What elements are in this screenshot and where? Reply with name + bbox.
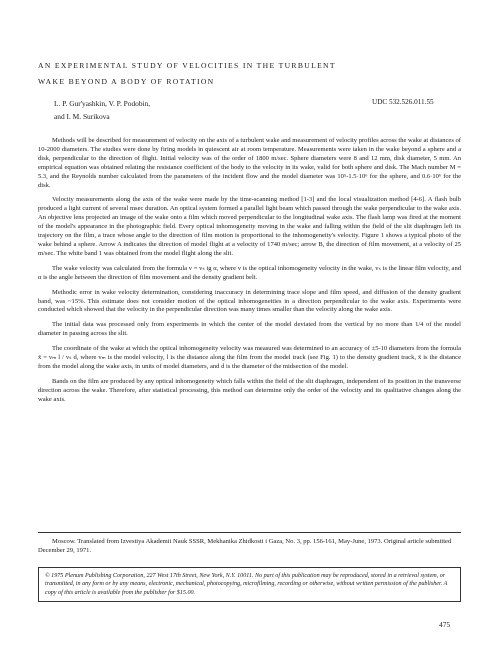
copyright-notice: © 1975 Plenum Publishing Corporation, 227 West 17th Street, New York, N.Y. 10011. No part of this publication may be reproduced, stored in a retrieval system, or transmitted, in any form or by any means, electronic, mechanical, photocopying, microfilming, recording or otherwise, without written permission of the publisher. A copy of this article is available from the publisher for $15.00. (38, 567, 461, 602)
paragraph: Bands on the film are produced by any optical inhomogeneity which falls within the field of the slit diaphragm, independent of its position in the transverse direction across the wake. Therefore, after statistical processing, this method can determine only the order of the velocity and its qualitative changes along the wake axis. (38, 377, 461, 403)
article-title (38, 58, 458, 90)
paragraph: Methods will be described for measurement of velocity on the axis of a turbulent wake and measurement of velocity profiles across the wake at distances of 10-2000 diameters. The studies were done by firing models in quiescent air at room temperature. Measurements were taken in the wake beyond a sphere and a disk, perpendicular to the direction of flight. Initial velocity was of the order of 1800 m/sec. Sphere diameters were 8 and 12 mm, disk diameter, 5 mm. An empirical equation was obtained relating the resistance coefficient of the body to the velocity in its wake, valid for both sphere and disk. The Mach number M = 5.3, and the Reynolds number calculated from the parameters of the incident flow and the model diameter was 10⁵-1.5·10⁶ for the sphere, and 0.6·10⁶ for the disk. (38, 137, 461, 189)
title-line-1: AN EXPERIMENTAL STUDY OF VELOCITIES IN THE TURBULENT (38, 61, 336, 70)
udc-code: UDC 532.526.011.55 (372, 98, 434, 106)
footnote-text: Moscow. Translated from Izvestiya Akademii Nauk SSSR, Mekhanika Zhidkosti i Gaza, No. 3, pp. 156-161, May-June, 1973. Original article submitted December 29, 1971. (38, 538, 452, 554)
authors-line-1: L. P. Gur'yashkin, V. P. Podobin, (54, 99, 151, 108)
footnote-divider (38, 532, 461, 533)
paragraph: Velocity measurements along the axis of the wake were made by the time-scanning method [1-3] and the local visualization method [4-6]. A flash bulb produced a light current of several msec duration. An optical system formed a parallel light beam which passed through the wake perpendicular to the wake axis. An objective lens projected an image of the wake onto a film which moved perpendicular to the longitudinal wake axis. The flash lamp was fired at the moment of the model's appearance in the photographic field. Every optical inhomogeneity moving in the wake and falling within the field of the slit diaphragm left its trajectory on the film, a trace whose angle to the direction of film motion is proportional to the inhomogeneity's velocity. Figure 1 shows a typical photo of the wake behind a sphere. Arrow A indicates the direction of model flight at a velocity of 1740 m/sec; arrow B, the direction of film movement, at a velocity of 25 m/sec. The white band 1 was obtained from the model flight along the slit. (38, 196, 461, 257)
paragraph: Methodic error in wake velocity determination, considering inaccuracy in determining trace slope and film speed, and diffusion of the density gradient band, was ~15%. This estimate does not consider motion of the optical inhomogeneities in a direction perpendicular to the wake axis. Experiments were conducted which showed that the velocity in the perpendicular direction was many times smaller than the velocity along the wake axis. (38, 288, 461, 314)
page-number: 475 (439, 620, 451, 629)
translation-footnote (38, 538, 461, 555)
author-list (54, 98, 150, 123)
paragraph: The wake velocity was calculated from the formula v = vₛ tg α, where v is the optical inhomogeneity velocity in the wake, vₛ is the linear film velocity, and α is the angle between the direction of film movement and the density gradient belt. (38, 264, 461, 281)
title-line-2: WAKE BEYOND A BODY OF ROTATION (38, 77, 215, 86)
paragraph: The initial data was processed only from experiments in which the center of the model deviated from the vertical by no more than 1/4 of the model diameter in passing across the slit. (38, 321, 461, 338)
authors-line-2: and I. M. Surikova (54, 111, 110, 121)
paragraph: The coordinate of the wake at which the optical inhomogeneity velocity was measured was determined to an accuracy of ±5-10 diameters from the formula x̄ = vₘ l / vₛ d, where vₘ is the model velocity, l is the distance along the film from the model track (see Fig. 1) to the density gradient track, x̄ is the distance from the model along the wake axis, in units of model diameters, and d is the diameter of the midsection of the model. (38, 345, 461, 370)
article-body (38, 137, 461, 411)
